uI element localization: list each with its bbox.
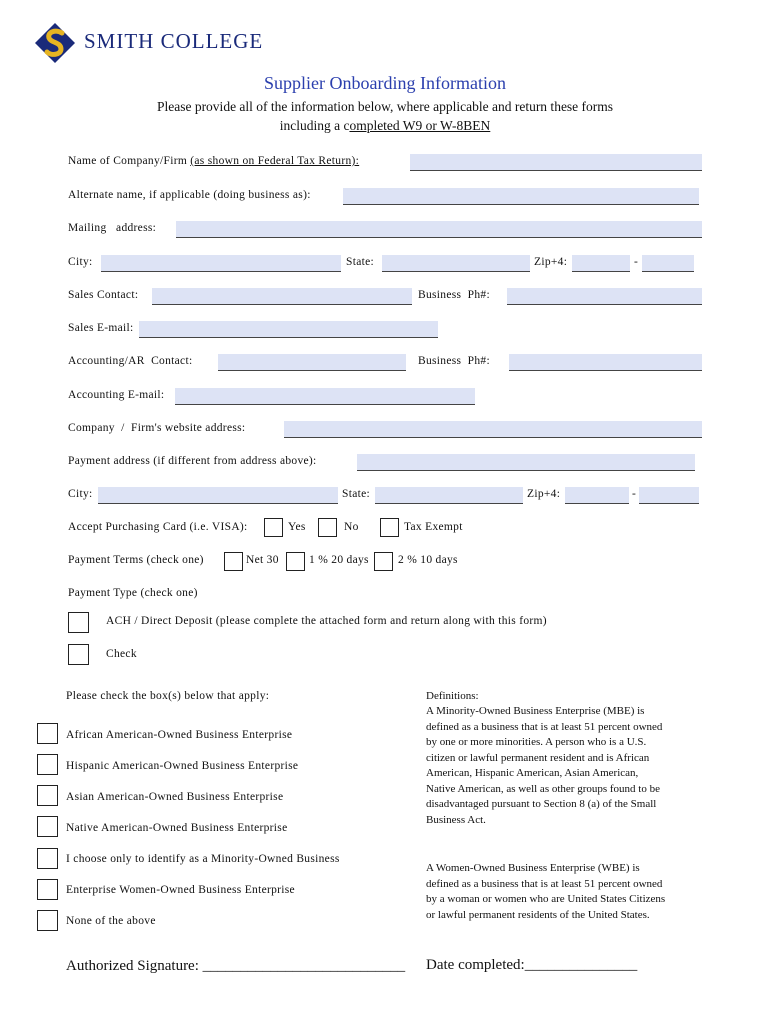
ownership-prompt: Please check the box(s) below that apply: <box>66 690 270 702</box>
ownership-option-hispanic-american: Hispanic American-Owned Business Enterprise <box>66 760 299 772</box>
company-name-note: (as shown on Federal Tax Return): <box>190 155 360 167</box>
brand-name: SMITH COLLEGE <box>84 29 264 53</box>
zip-2-field[interactable] <box>565 487 629 504</box>
state-field[interactable] <box>382 255 530 272</box>
accounting-email-label: Accounting E-mail: <box>68 389 165 401</box>
city-2-field[interactable] <box>98 487 338 504</box>
definitions-heading: Definitions: <box>426 690 479 702</box>
net-30-checkbox[interactable] <box>224 552 243 571</box>
mbe-line: American, Hispanic American, Asian American, <box>426 767 639 779</box>
payment-address-label: Payment address (if different from address above): <box>68 455 317 467</box>
instructions-line2 <box>0 118 770 134</box>
accounting-email-field[interactable] <box>175 388 475 405</box>
ownership-checkbox-asian-american[interactable] <box>37 785 58 806</box>
ownership-checkbox-minority-only[interactable] <box>37 848 58 869</box>
wbe-line: defined as a business that is at least 51 percent owned <box>426 877 663 890</box>
payment-address-field[interactable] <box>357 454 695 471</box>
company-name-label <box>68 155 359 167</box>
mbe-line: disadvantaged pursuant to Section 8 (a) of the Small <box>426 798 657 810</box>
city-2-label: City: <box>68 488 93 500</box>
two-percent-checkbox[interactable] <box>374 552 393 571</box>
mbe-line: A Minority-Owned Business Enterprise (MBE) is <box>426 705 645 717</box>
zip-2-label: Zip+4: <box>527 488 561 500</box>
mbe-line: Native American, as well as other groups found to be <box>426 782 660 795</box>
mbe-line: defined as a business that is at least 51 percent owned <box>426 720 663 733</box>
page-title: Supplier Onboarding Information <box>264 73 506 93</box>
business-phone-label: Business Ph#: <box>418 289 490 301</box>
website-field[interactable] <box>284 421 702 438</box>
wbe-line: A Women-Owned Business Enterprise (WBE) is <box>426 862 640 874</box>
ownership-option-asian-american: Asian American-Owned Business Enterprise <box>66 791 284 803</box>
company-name-field[interactable] <box>410 154 702 171</box>
payment-type-label: Payment Type (check one) <box>68 587 198 599</box>
ach-checkbox[interactable] <box>68 612 89 633</box>
check-label: Check <box>106 648 137 660</box>
authorized-signature-field[interactable]: Authorized Signature: ___________________________ <box>66 958 406 974</box>
zip-label: Zip+4: <box>534 256 568 268</box>
instructions-line1: Please provide all of the information below, where applicable and return these forms <box>156 99 614 114</box>
sales-contact-field[interactable] <box>152 288 412 305</box>
business-phone-field[interactable] <box>507 288 702 305</box>
zip-field[interactable] <box>572 255 630 272</box>
mailing-address-label: Mailing address: <box>68 222 157 234</box>
sales-email-field[interactable] <box>139 321 438 338</box>
zip-dash: - <box>634 256 639 268</box>
ach-label: ACH / Direct Deposit (please complete the attached form and return along with this form) <box>106 615 547 627</box>
state-2-label: State: <box>342 488 370 500</box>
one-percent-checkbox[interactable] <box>286 552 305 571</box>
accounting-contact-field[interactable] <box>218 354 406 371</box>
mailing-address-field[interactable] <box>176 221 702 238</box>
mbe-definition <box>426 704 662 828</box>
mbe-line: Business Act. <box>426 813 486 826</box>
tax-exempt-checkbox[interactable] <box>380 518 399 537</box>
tax-exempt-label: Tax Exempt <box>404 521 463 533</box>
state-label: State: <box>346 256 374 268</box>
instructions-line2-underlined: ompleted W9 or W-8BEN <box>349 118 491 133</box>
check-checkbox[interactable] <box>68 644 89 665</box>
wbe-definition <box>426 861 665 923</box>
ownership-checkbox-women-owned[interactable] <box>37 879 58 900</box>
alt-name-field[interactable] <box>343 188 699 205</box>
ownership-option-native-american: Native American-Owned Business Enterprise <box>66 822 288 834</box>
one-percent-label: 1 % 20 days <box>309 554 369 566</box>
alt-name-label: Alternate name, if applicable (doing business as): <box>68 189 311 201</box>
date-completed-field[interactable]: Date completed:_______________ <box>426 957 638 973</box>
payment-terms-label: Payment Terms (check one) <box>68 554 204 566</box>
ownership-checkbox-hispanic-american[interactable] <box>37 754 58 775</box>
accept-card-yes-checkbox[interactable] <box>264 518 283 537</box>
business-phone-2-label: Business Ph#: <box>418 355 490 367</box>
instructions-line2-prefix: including a c <box>279 118 350 133</box>
city-field[interactable] <box>101 255 341 272</box>
ownership-option-none: None of the above <box>66 915 156 927</box>
ownership-option-women-owned: Enterprise Women-Owned Business Enterprise <box>66 884 295 896</box>
net-30-label: Net 30 <box>246 554 279 566</box>
wbe-line: or lawful permanent residents of the United States. <box>426 908 650 921</box>
company-name-label-text: Name of Company/Firm <box>68 155 188 167</box>
two-percent-label: 2 % 10 days <box>398 554 458 566</box>
ownership-option-african-american: African American-Owned Business Enterprise <box>66 729 293 741</box>
ownership-checkbox-native-american[interactable] <box>37 816 58 837</box>
business-phone-2-field[interactable] <box>509 354 702 371</box>
accounting-contact-label: Accounting/AR Contact: <box>68 355 193 367</box>
zip-2-dash: - <box>632 488 637 500</box>
mbe-line: by one or more minorities. A person who is a U.S. <box>426 736 647 748</box>
sales-email-label: Sales E-mail: <box>68 322 134 334</box>
website-label: Company / Firm's website address: <box>68 422 246 434</box>
accept-card-no-label: No <box>344 521 359 533</box>
ownership-checkbox-african-american[interactable] <box>37 723 58 744</box>
state-2-field[interactable] <box>375 487 523 504</box>
sales-contact-label: Sales Contact: <box>68 289 139 301</box>
accept-card-yes-label: Yes <box>288 521 306 533</box>
accept-card-no-checkbox[interactable] <box>318 518 337 537</box>
ownership-option-minority-only: I choose only to identify as a Minority-Owned Business <box>66 853 340 865</box>
ownership-checkbox-none[interactable] <box>37 910 58 931</box>
mbe-line: citizen or lawful permanent resident and is African <box>426 751 650 764</box>
city-label: City: <box>68 256 93 268</box>
accept-card-label: Accept Purchasing Card (i.e. VISA): <box>68 521 248 533</box>
wbe-line: by a woman or women who are United States Citizens <box>426 893 666 905</box>
smith-college-logo-icon <box>34 22 76 64</box>
zip-ext-field[interactable] <box>642 255 694 272</box>
zip-2-ext-field[interactable] <box>639 487 699 504</box>
